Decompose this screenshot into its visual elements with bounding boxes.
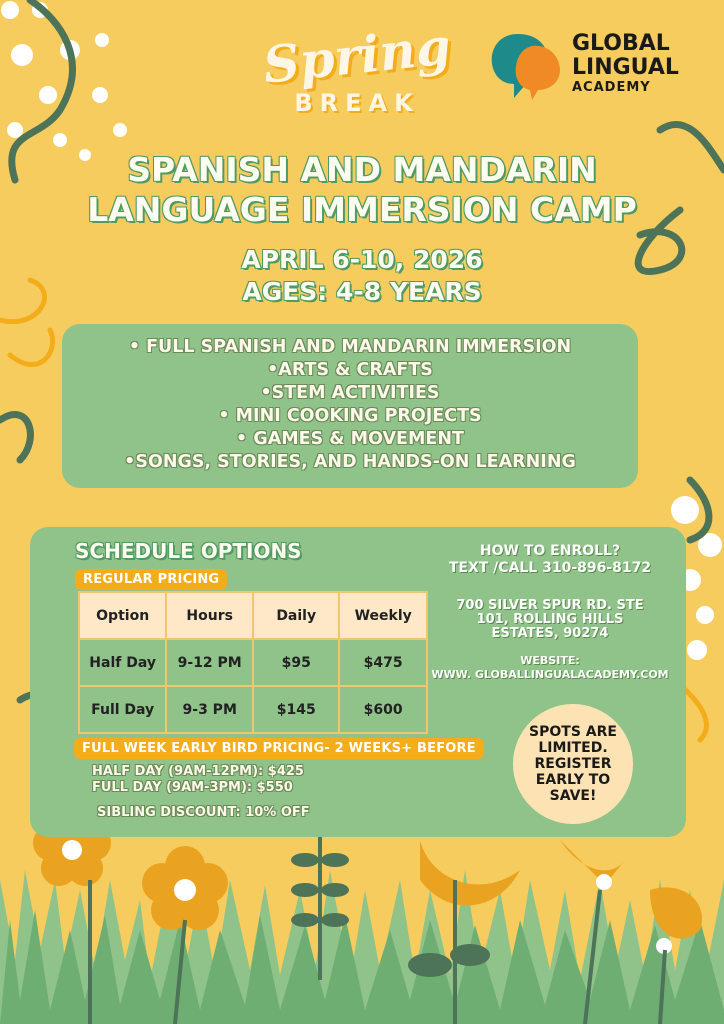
title-line1: SPANISH AND MANDARIN <box>127 150 597 189</box>
spring-script-text: Spring <box>260 16 454 95</box>
early-full-day-price: FULL DAY (9AM-3PM): $550 <box>92 780 293 795</box>
pricing-table <box>78 591 428 734</box>
feature-item: • MINI COOKING PROJECTS <box>218 406 482 426</box>
table-row <box>79 639 427 686</box>
table-row <box>79 686 427 733</box>
column-header: Weekly <box>339 592 427 639</box>
early-half-day-price: HALF DAY (9AM-12PM): $425 <box>92 764 304 779</box>
features-panel <box>62 324 638 488</box>
table-cell: $95 <box>253 639 339 686</box>
early-bird-tag: FULL WEEK EARLY BIRD PRICING- 2 WEEKS+ BEFORE <box>74 738 484 759</box>
feature-item: •SONGS, STORIES, AND HANDS-ON LEARNING <box>124 452 576 472</box>
dates-text: APRIL 6-10, 2026 <box>241 245 483 274</box>
badge-line: SAVE! <box>549 788 597 804</box>
speech-bubble-logo-icon <box>488 28 564 104</box>
brand-line3: ACADEMY <box>572 80 651 95</box>
column-header: Hours <box>166 592 253 639</box>
table-cell: Half Day <box>79 639 166 686</box>
limited-spots-badge <box>513 704 633 824</box>
brand-line1: GLOBAL <box>572 31 670 56</box>
feature-item: •ARTS & CRAFTS <box>267 360 433 380</box>
table-cell: $475 <box>339 639 427 686</box>
table-header-row <box>79 592 427 639</box>
badge-line: EARLY TO <box>535 772 611 788</box>
event-dates <box>0 244 724 308</box>
address-line: ESTATES, 90274 <box>491 626 609 641</box>
feature-item: •STEM ACTIVITIES <box>260 383 440 403</box>
badge-line: SPOTS ARE <box>529 724 617 740</box>
enroll-heading: HOW TO ENROLL? <box>479 543 621 559</box>
address-line: 101, ROLLING HILLS <box>476 612 624 627</box>
table-cell: $145 <box>253 686 339 733</box>
feature-item: • FULL SPANISH AND MANDARIN IMMERSION <box>128 337 572 357</box>
badge-line: REGISTER <box>534 756 612 772</box>
schedule-heading: SCHEDULE OPTIONS <box>75 539 302 563</box>
schedule-panel <box>30 527 686 837</box>
table-cell: 9-12 PM <box>166 639 253 686</box>
title-line2: LANGUAGE IMMERSION CAMP <box>87 190 637 229</box>
website-label: WEBSITE: <box>520 654 580 667</box>
table-cell: Full Day <box>79 686 166 733</box>
page-title <box>0 150 724 230</box>
break-text: BREAK <box>294 89 420 117</box>
website-link[interactable]: WWW. GLOBALLINGUALACADEMY.COM <box>431 668 669 681</box>
table-cell: $600 <box>339 686 427 733</box>
sibling-discount: SIBLING DISCOUNT: 10% OFF <box>97 805 310 820</box>
badge-line: LIMITED. <box>538 740 608 756</box>
grass-decoration <box>0 870 724 1024</box>
academy-logo <box>488 28 713 108</box>
regular-pricing-tag: REGULAR PRICING <box>75 569 227 590</box>
brand-line2: LINGUAL <box>572 55 679 80</box>
spring-break-logo <box>260 16 454 118</box>
column-header: Option <box>79 592 166 639</box>
table-cell: 9-3 PM <box>166 686 253 733</box>
enroll-phone[interactable]: TEXT /CALL 310-896-8172 <box>448 560 652 576</box>
ages-text: AGES: 4-8 YEARS <box>242 277 482 306</box>
feature-item: • GAMES & MOVEMENT <box>236 429 464 449</box>
column-header: Daily <box>253 592 339 639</box>
address-line: 700 SILVER SPUR RD. STE <box>456 598 644 613</box>
